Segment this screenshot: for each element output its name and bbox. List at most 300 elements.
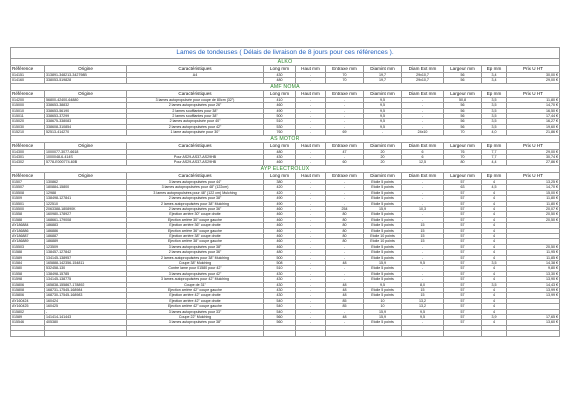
table-cell: 12988 bbox=[45, 190, 127, 195]
table-cell: 9,5 bbox=[402, 315, 444, 320]
table-cell: 15 bbox=[402, 293, 444, 298]
column-header: Prix U HT bbox=[507, 66, 560, 73]
table-cell: - bbox=[326, 309, 364, 314]
column-header: Origine bbox=[45, 172, 127, 179]
table-cell: 313891-348213-342798B bbox=[45, 73, 127, 78]
table-cell: - bbox=[296, 260, 326, 265]
table-cell: - bbox=[296, 244, 326, 249]
table-cell: 01598 bbox=[11, 277, 45, 282]
table-cell: 015500 bbox=[11, 206, 45, 211]
table-cell: - bbox=[402, 266, 444, 271]
table-cell: 56 bbox=[444, 78, 482, 83]
table-cell: - bbox=[402, 108, 444, 113]
column-header: Largeur mm bbox=[444, 90, 482, 97]
table-cell: 134145-138775 bbox=[45, 277, 127, 282]
table-cell: 3,5 bbox=[482, 103, 507, 108]
table-cell: 6 bbox=[402, 155, 444, 160]
table-cell: 2 lames autopropulsées pour 38" Mulching bbox=[127, 201, 264, 206]
table-cell: 57 bbox=[444, 206, 482, 211]
empty-cell bbox=[11, 331, 45, 336]
table-cell: 3,4 bbox=[482, 78, 507, 83]
table-cell: 10,3 bbox=[402, 206, 444, 211]
empty-cell bbox=[482, 331, 507, 336]
table-cell: 015503 bbox=[11, 244, 45, 249]
column-header: Référence bbox=[11, 172, 45, 179]
table-cell: - bbox=[326, 179, 364, 184]
table-cell: 57 bbox=[444, 201, 482, 206]
table-cell: 01588 bbox=[11, 250, 45, 255]
table-cell: Ejection arrière 36" coupe droite bbox=[127, 223, 264, 228]
table-cell: 14,43 € bbox=[507, 282, 560, 287]
table-title-row bbox=[11, 48, 560, 59]
table-cell: 4 bbox=[482, 196, 507, 201]
table-cell: 70 bbox=[326, 73, 364, 78]
table-cell: Etoile 5 points bbox=[364, 271, 402, 276]
table-cell: 014301 bbox=[11, 155, 45, 160]
table-cell: AY160424 bbox=[11, 298, 45, 303]
header-row bbox=[11, 66, 560, 73]
table-cell: 015011 bbox=[11, 114, 45, 119]
table-cell: 4,4 bbox=[482, 160, 507, 165]
table-cell: - bbox=[296, 282, 326, 287]
table-cell: 3,5 bbox=[482, 108, 507, 113]
table-cell: 015501 bbox=[11, 201, 45, 206]
table-cell: 4 bbox=[482, 250, 507, 255]
table-cell: 4 bbox=[482, 288, 507, 293]
table-cell: - bbox=[296, 206, 326, 211]
table-cell: - bbox=[326, 103, 364, 108]
table-cell: 560 bbox=[264, 315, 296, 320]
table-cell: 460 bbox=[264, 217, 296, 222]
table-cell: 430 bbox=[264, 73, 296, 78]
table-cell: - bbox=[326, 201, 364, 206]
table-cell: - bbox=[296, 255, 326, 260]
table-cell: 69 bbox=[326, 130, 364, 135]
table-cell: 4 bbox=[482, 217, 507, 222]
table-cell: - bbox=[402, 119, 444, 124]
table-cell: 1000048-6-414S bbox=[45, 155, 127, 160]
table-cell: 4,5 bbox=[482, 185, 507, 190]
table-cell: 13,2 bbox=[402, 298, 444, 303]
column-header: Entraxe mm bbox=[326, 172, 364, 179]
table-cell: - bbox=[402, 103, 444, 108]
table-cell: 27,86 € bbox=[507, 160, 560, 165]
table-cell: 430 bbox=[264, 155, 296, 160]
column-header: Référence bbox=[11, 66, 45, 73]
table-cell: 3,5 bbox=[482, 282, 507, 287]
table-cell: - bbox=[296, 250, 326, 255]
table-cell: 4 bbox=[482, 201, 507, 206]
table-cell: 57 bbox=[444, 244, 482, 249]
table-cell: 47 bbox=[326, 149, 364, 154]
table-cell: 13,25 € bbox=[507, 179, 560, 184]
table-cell: - bbox=[402, 190, 444, 195]
table-cell: 138498-15785 bbox=[45, 271, 127, 276]
table-cell: - bbox=[326, 320, 364, 325]
table-cell: 01584 bbox=[11, 260, 45, 265]
column-header: Haut mm bbox=[296, 90, 326, 97]
table-cell: 130862 bbox=[45, 179, 127, 184]
table-cell: Ejection arrière 36" coupe gauche bbox=[127, 228, 264, 233]
table-cell: 138457-127842 bbox=[45, 250, 127, 255]
table-cell: Pour AS29-AS37-AS29HB bbox=[127, 155, 264, 160]
table-cell: 17,65 € bbox=[507, 315, 560, 320]
table-cell: 60 bbox=[326, 160, 364, 165]
table-cell: AY186886 bbox=[11, 228, 45, 233]
table-cell: - bbox=[326, 266, 364, 271]
section-row bbox=[11, 165, 560, 172]
table-cell: 14,38 € bbox=[507, 260, 560, 265]
column-header: Ep mm bbox=[482, 90, 507, 97]
table-cell: 57 bbox=[444, 277, 482, 282]
empty-cell bbox=[507, 331, 560, 336]
table-cell: 29x10,7 bbox=[402, 73, 444, 78]
table-cell: 15,9 bbox=[364, 260, 402, 265]
table-cell: Coupe de 31" bbox=[127, 282, 264, 287]
table-cell: - bbox=[296, 190, 326, 195]
column-header: Prix U HT bbox=[507, 172, 560, 179]
table-cell: 57 bbox=[444, 309, 482, 314]
table-cell: 57 bbox=[444, 228, 482, 233]
table-cell: 57 bbox=[444, 293, 482, 298]
table-cell: - bbox=[296, 196, 326, 201]
table-cell: 5778-E000774-60B bbox=[45, 160, 127, 165]
table-cell: 57 bbox=[444, 223, 482, 228]
table-cell: 11,85 € bbox=[507, 255, 560, 260]
table-cell: 48 bbox=[326, 315, 364, 320]
table-cell: 015802 bbox=[11, 309, 45, 314]
table-cell: 29,00 € bbox=[507, 78, 560, 83]
table-cell: Ejection arrière 38" coupe gauche bbox=[127, 239, 264, 244]
table-cell: 160424 bbox=[45, 298, 127, 303]
table-cell: 15 bbox=[402, 288, 444, 293]
table-cell: 56800-42400-64880 bbox=[45, 97, 127, 102]
table-cell: - bbox=[326, 250, 364, 255]
table-cell: 460 bbox=[264, 244, 296, 249]
table-cell: 85 bbox=[326, 298, 364, 303]
table-cell: 2 lames soufflantes pour 38" bbox=[127, 108, 264, 113]
table-cell: 20,07 € bbox=[507, 206, 560, 211]
table-cell: - bbox=[326, 271, 364, 276]
table-cell: - bbox=[326, 155, 364, 160]
table-cell: Etoile 5 points bbox=[364, 228, 402, 233]
table-cell: 7,7 bbox=[482, 155, 507, 160]
table-cell: Ejection arrière 42" coupe gauche bbox=[127, 288, 264, 293]
table-cell: 4,0 bbox=[482, 130, 507, 135]
table-cell: 57 bbox=[444, 190, 482, 195]
table-cell: 15,9 bbox=[364, 315, 402, 320]
table-cell: 410 bbox=[264, 97, 296, 102]
table-cell: 57 bbox=[444, 179, 482, 184]
table-cell: 9,5 bbox=[364, 119, 402, 124]
section-name: ALKO bbox=[11, 59, 560, 66]
table-cell: 015030 bbox=[11, 124, 45, 129]
table-cell: - bbox=[296, 223, 326, 228]
section-row bbox=[11, 135, 560, 142]
table-cell: Etoile 5 points bbox=[364, 179, 402, 184]
table-cell: 56 bbox=[444, 124, 482, 129]
table-cell: 9,80 € bbox=[507, 266, 560, 271]
table-cell: 138498-127841 bbox=[45, 196, 127, 201]
table-cell: 338675-338083 bbox=[45, 119, 127, 124]
table-cell: - bbox=[296, 320, 326, 325]
table-cell: 01558 bbox=[11, 212, 45, 217]
table-cell: 57 bbox=[444, 212, 482, 217]
table-cell: 480 bbox=[264, 78, 296, 83]
table-cell: - bbox=[45, 309, 127, 314]
table-cell: - bbox=[402, 124, 444, 129]
table-cell: Ejection arrière 42" coupe droite bbox=[127, 293, 264, 298]
table-cell: - bbox=[296, 160, 326, 165]
table-cell: 2 lames autopropulsées pour 36" bbox=[127, 250, 264, 255]
table-cell: 430 bbox=[264, 282, 296, 287]
table-cell: Ejection arrière 42" coupe droite bbox=[127, 298, 264, 303]
table-cell: - bbox=[296, 103, 326, 108]
table-cell: - bbox=[402, 212, 444, 217]
table-cell: 9,5 bbox=[364, 114, 402, 119]
column-header: Diam Ext mm bbox=[402, 142, 444, 149]
table-cell: - bbox=[296, 315, 326, 320]
table-cell: 3,5 bbox=[482, 260, 507, 265]
table-cell: 014302 bbox=[11, 160, 45, 165]
table-cell: - bbox=[402, 97, 444, 102]
table-cell: 2063388-180890K bbox=[45, 206, 127, 211]
table-cell: 57 bbox=[444, 320, 482, 325]
table-cell: 13,99 € bbox=[507, 288, 560, 293]
section-row bbox=[11, 59, 560, 66]
table-cell: 3,5 bbox=[482, 124, 507, 129]
table-cell: - bbox=[296, 271, 326, 276]
table-cell: 2 lames autopropulsées pour 38" bbox=[127, 196, 264, 201]
table-cell: 134145-138957 bbox=[45, 255, 127, 260]
table-cell: 24x10 bbox=[402, 130, 444, 135]
table-cell: 014300 bbox=[11, 149, 45, 154]
table-cell: 48 bbox=[326, 288, 364, 293]
table-cell: Etoile 5 points bbox=[364, 185, 402, 190]
table-cell: 9,5 bbox=[364, 97, 402, 102]
table-cell: Coupe 38" Mulching bbox=[127, 260, 264, 265]
table-cell: 80 bbox=[326, 228, 364, 233]
table-cell: 2 lames soufflantes pour 38" bbox=[127, 114, 264, 119]
table-cell: 9,5 bbox=[364, 108, 402, 113]
table-cell: 430 bbox=[264, 293, 296, 298]
table-cell: 015808 bbox=[11, 288, 45, 293]
table-cell: - bbox=[296, 277, 326, 282]
table-cell: 11,80 € bbox=[507, 196, 560, 201]
table-cell: 29,00 € bbox=[507, 149, 560, 154]
table-cell: - bbox=[326, 119, 364, 124]
table-cell: Etoile 5 points bbox=[364, 190, 402, 195]
table-cell: 4 bbox=[482, 293, 507, 298]
table-cell: 532458-130 bbox=[45, 266, 127, 271]
table-cell: 11,80 € bbox=[507, 201, 560, 206]
section-name: AS MOTOR bbox=[11, 135, 560, 142]
table-cell: 19,7 bbox=[364, 78, 402, 83]
table-cell: 3 lames autopropulsées pour 44" bbox=[127, 179, 264, 184]
column-header: Haut mm bbox=[296, 142, 326, 149]
table-cell: 4 bbox=[482, 304, 507, 309]
table-cell: 76 bbox=[444, 149, 482, 154]
table-cell: 165888-142356-154811 bbox=[45, 260, 127, 265]
column-header: Ep mm bbox=[482, 172, 507, 179]
table-cell: - bbox=[326, 114, 364, 119]
table-cell: - bbox=[402, 271, 444, 276]
table-cell: - bbox=[326, 255, 364, 260]
table-cell: 57 bbox=[444, 271, 482, 276]
price-sheet bbox=[10, 47, 559, 337]
table-cell: Ejection arrière 30" coupe gauche bbox=[127, 217, 264, 222]
table-cell: 70 bbox=[444, 130, 482, 135]
table-cell: 16,27 € bbox=[507, 119, 560, 124]
table-cell: 15 bbox=[402, 228, 444, 233]
table-cell: 48 bbox=[326, 260, 364, 265]
table-cell: 186889 bbox=[45, 239, 127, 244]
empty-cell bbox=[364, 331, 402, 336]
table-cell: - bbox=[326, 196, 364, 201]
table-cell: 9,5 bbox=[364, 282, 402, 287]
table-cell: 57 bbox=[444, 255, 482, 260]
table-cell: 80 bbox=[326, 217, 364, 222]
empty-cell bbox=[402, 331, 444, 336]
table-cell: 3 lames autopropulsées pour 38" bbox=[127, 244, 264, 249]
table-cell: 540 bbox=[264, 298, 296, 303]
table-cell: 19,60 € bbox=[507, 124, 560, 129]
table-cell: 56 bbox=[444, 103, 482, 108]
table-cell: 510 bbox=[264, 119, 296, 124]
table-cell: 760 bbox=[264, 130, 296, 135]
column-header: Diamint mm bbox=[364, 66, 402, 73]
table-cell: - bbox=[402, 255, 444, 260]
table-cell: - bbox=[402, 277, 444, 282]
table-cell: 80 bbox=[326, 212, 364, 217]
column-header: Diamint mm bbox=[364, 142, 402, 149]
table-cell: 57 bbox=[444, 315, 482, 320]
table-cell: 56 bbox=[444, 108, 482, 113]
table-cell: - bbox=[296, 201, 326, 206]
table-cell: - bbox=[296, 239, 326, 244]
table-cell: 165838-155867-178892 bbox=[45, 282, 127, 287]
header-row bbox=[11, 142, 560, 149]
table-cell: - bbox=[402, 179, 444, 184]
table-cell: 460 bbox=[264, 212, 296, 217]
table-cell: 3 lames autopropulsées pour 33" bbox=[127, 309, 264, 314]
table-cell: Etoile 5 points bbox=[364, 288, 402, 293]
table-cell: - bbox=[296, 179, 326, 184]
table-cell: Ejection arrière 30" coupe droite bbox=[127, 212, 264, 217]
table-cell: 540 bbox=[264, 309, 296, 314]
table-cell: 12,5 bbox=[402, 160, 444, 165]
table-cell: 460 bbox=[264, 103, 296, 108]
table-cell: Etoile 5 points bbox=[364, 293, 402, 298]
table-cell: 70 bbox=[326, 78, 364, 83]
table-cell: AY186889 bbox=[11, 239, 45, 244]
table-cell: - bbox=[402, 250, 444, 255]
table-cell: - bbox=[326, 185, 364, 190]
table-cell: Etoile 10 points bbox=[364, 239, 402, 244]
table-cell: 168661-179008 bbox=[45, 217, 127, 222]
table-cell: 29x10,7 bbox=[402, 78, 444, 83]
table-cell: - bbox=[296, 304, 326, 309]
column-header: Ep mm bbox=[482, 66, 507, 73]
table-cell: 420 bbox=[264, 190, 296, 195]
table-cell: 80 bbox=[326, 233, 364, 238]
table-cell: 52513-414270 bbox=[45, 130, 127, 135]
table-cell: 57 bbox=[444, 282, 482, 287]
table-cell: 20,50 € bbox=[507, 212, 560, 217]
table-cell: 186887 bbox=[45, 233, 127, 238]
table-cell: 57 bbox=[444, 298, 482, 303]
table-cell: 3 lames autopropulsées pour 38" bbox=[127, 320, 264, 325]
column-header: Largeur mm bbox=[444, 142, 482, 149]
column-header: Caractéristiques bbox=[127, 142, 264, 149]
table-cell: 20 bbox=[364, 160, 402, 165]
table-cell: 13,90 € bbox=[507, 277, 560, 282]
table-cell: 4 bbox=[482, 320, 507, 325]
table-cell: 57 bbox=[444, 196, 482, 201]
table-cell: 338053-519828 bbox=[45, 78, 127, 83]
table-cell: Etoile 5 points bbox=[364, 196, 402, 201]
table-cell: 14,70 € bbox=[507, 103, 560, 108]
table-cell: Etoile 5 points bbox=[364, 320, 402, 325]
empty-cell bbox=[264, 331, 296, 336]
column-header: Diamint mm bbox=[364, 172, 402, 179]
table-cell: 430 bbox=[264, 288, 296, 293]
header-row bbox=[11, 90, 560, 97]
table-cell: Contre lame pour 01580 pour 42" bbox=[127, 266, 264, 271]
column-header: Long mm bbox=[264, 66, 296, 73]
table-cell: 8,0 bbox=[402, 282, 444, 287]
table-cell: Etoile 10 points bbox=[364, 233, 402, 238]
table-cell: 2 lames autopropulsées pour 38" Mulching bbox=[127, 255, 264, 260]
table-cell: 186883 bbox=[45, 223, 127, 228]
table-cell: 405380 bbox=[45, 320, 127, 325]
table-cell: 186886 bbox=[45, 228, 127, 233]
table-cell: 56 bbox=[444, 73, 482, 78]
table-cell: 20,50 € bbox=[507, 244, 560, 249]
column-header: Ep mm bbox=[482, 142, 507, 149]
table-cell: - bbox=[296, 119, 326, 124]
table-cell: - bbox=[296, 212, 326, 217]
section-row bbox=[11, 83, 560, 90]
table-cell: 9,5 bbox=[364, 124, 402, 129]
table-cell: 123509 bbox=[45, 244, 127, 249]
table-cell: 015806 bbox=[11, 282, 45, 287]
table-cell: 490 bbox=[264, 201, 296, 206]
table-cell: - bbox=[402, 244, 444, 249]
column-header: Diamint mm bbox=[364, 90, 402, 97]
table-cell: 015806 bbox=[11, 293, 45, 298]
table-cell: Etoile 5 points bbox=[364, 255, 402, 260]
column-header: Diam Ext mm bbox=[402, 172, 444, 179]
table-cell: 20 bbox=[364, 149, 402, 154]
table-cell: 4 bbox=[482, 266, 507, 271]
table-cell: 4 bbox=[482, 244, 507, 249]
table-cell: 015010 bbox=[11, 108, 45, 113]
table-cell: 430 bbox=[264, 277, 296, 282]
table-cell: 19,7 bbox=[364, 73, 402, 78]
table-cell: 500 bbox=[264, 114, 296, 119]
table-cell: 01558 bbox=[11, 271, 45, 276]
table-cell: 3 lames autopropulsées pour 42" Mulching bbox=[127, 277, 264, 282]
table-cell: 014151 bbox=[11, 73, 45, 78]
column-header: Long mm bbox=[264, 90, 296, 97]
table-cell: 4 bbox=[482, 212, 507, 217]
table-cell: 508 bbox=[264, 260, 296, 265]
table-cell: 141414-141443 bbox=[45, 315, 127, 320]
table-cell: 15 bbox=[402, 223, 444, 228]
table-cell: 3 lames autopropulsée pour coupe de 80cm (32") bbox=[127, 97, 264, 102]
table-cell: 11,95 € bbox=[507, 250, 560, 255]
